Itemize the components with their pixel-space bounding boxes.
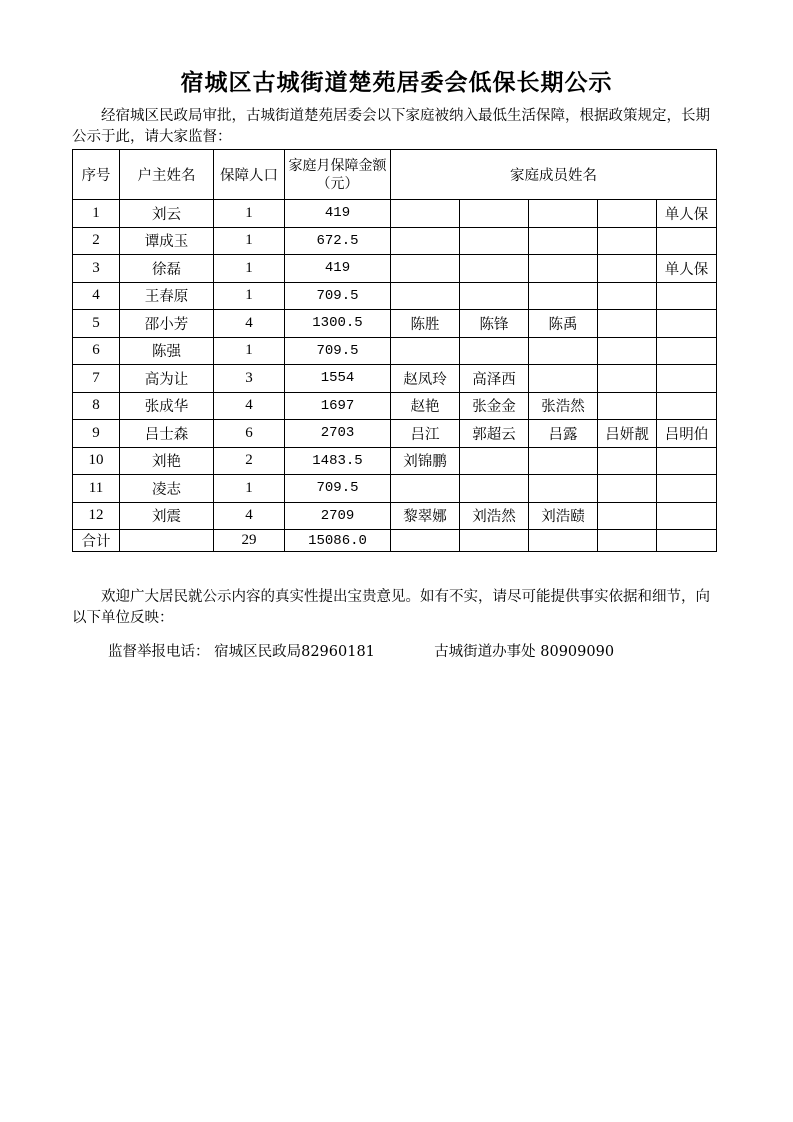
cell-family-member [657,447,717,475]
cell-family-member [657,475,717,503]
table-row [73,337,717,365]
total-member-cell [460,530,529,552]
cell-family-member [529,200,598,228]
cell-family-member: 张金金 [460,392,529,420]
cell-household-head: 徐磊 [120,255,214,283]
cell-household-head: 刘云 [120,200,214,228]
cell-covered-persons: 4 [214,392,285,420]
cell-monthly-amount: 709.5 [285,282,391,310]
cell-family-member [598,475,657,503]
total-member-cell [657,530,717,552]
cell-family-member [657,282,717,310]
cell-covered-persons: 1 [214,227,285,255]
cell-monthly-amount: 672.5 [285,227,391,255]
hotline-label: 监督举报电话： [108,644,210,660]
cell-seq: 6 [73,337,120,365]
table-row [73,447,717,475]
cell-family-member [460,475,529,503]
total-amount: 15086.0 [285,530,391,552]
cell-household-head: 谭成玉 [120,227,214,255]
total-member-cell [529,530,598,552]
header-covered-persons: 保障人口 [214,150,285,200]
cell-household-head: 凌志 [120,475,214,503]
hotline-street-office: 古城街道办事处 80909090 [434,644,615,660]
cell-family-member: 张浩然 [529,392,598,420]
cell-household-head: 邵小芳 [120,310,214,338]
cell-family-member: 陈锋 [460,310,529,338]
cell-family-member [598,227,657,255]
subsistence-allowance-table [72,149,717,552]
cell-seq: 12 [73,502,120,530]
cell-family-member: 陈禹 [529,310,598,338]
cell-seq: 1 [73,200,120,228]
cell-household-head: 王春原 [120,282,214,310]
hotline-civil-affairs: 宿城区民政局82960181 [214,644,375,660]
cell-family-member [598,200,657,228]
cell-family-member: 郭超云 [460,420,529,448]
cell-family-member: 赵凤玲 [391,365,460,393]
cell-seq: 11 [73,475,120,503]
cell-family-member [598,282,657,310]
cell-covered-persons: 2 [214,447,285,475]
cell-family-member [529,475,598,503]
cell-monthly-amount: 1554 [285,365,391,393]
cell-seq: 10 [73,447,120,475]
cell-family-member [391,475,460,503]
cell-family-member: 黎翠娜 [391,502,460,530]
cell-monthly-amount: 2709 [285,502,391,530]
cell-covered-persons: 1 [214,337,285,365]
table-row [73,502,717,530]
cell-family-member [598,365,657,393]
cell-family-member [529,447,598,475]
cell-covered-persons: 1 [214,282,285,310]
cell-seq: 4 [73,282,120,310]
cell-family-member: 赵艳 [391,392,460,420]
cell-seq: 2 [73,227,120,255]
intro-paragraph: 经宿城区民政局审批，古城街道楚苑居委会以下家庭被纳入最低生活保障，根据政策规定，长期公示于此，请大家监督： [72,108,710,145]
header-household-head: 户主姓名 [120,150,214,200]
cell-family-member: 刘锦鹏 [391,447,460,475]
cell-monthly-amount: 419 [285,200,391,228]
table-row [73,310,717,338]
cell-monthly-amount: 1300.5 [285,310,391,338]
table-row [73,200,717,228]
cell-family-member [460,447,529,475]
cell-seq: 8 [73,392,120,420]
total-member-cell [598,530,657,552]
table-row [73,282,717,310]
cell-family-member: 高泽西 [460,365,529,393]
table-row [73,420,717,448]
cell-family-member [391,255,460,283]
cell-family-member [391,227,460,255]
page-title: 宿城区古城街道楚苑居委会低保长期公示 [180,70,613,96]
cell-seq: 5 [73,310,120,338]
cell-family-member [529,255,598,283]
cell-family-member [529,227,598,255]
cell-covered-persons: 1 [214,200,285,228]
table-row [73,475,717,503]
cell-covered-persons: 6 [214,420,285,448]
cell-family-member [657,365,717,393]
cell-family-member [657,310,717,338]
cell-family-member [460,200,529,228]
cell-monthly-amount: 709.5 [285,337,391,365]
table-header-row [73,150,717,200]
cell-monthly-amount: 1483.5 [285,447,391,475]
cell-family-member [460,337,529,365]
cell-family-member [598,337,657,365]
hotline-line [108,640,614,661]
cell-seq: 7 [73,365,120,393]
table-row [73,227,717,255]
cell-monthly-amount: 1697 [285,392,391,420]
cell-family-member: 陈胜 [391,310,460,338]
cell-family-member: 吕妍靓 [598,420,657,448]
cell-family-member [460,255,529,283]
cell-seq: 9 [73,420,120,448]
cell-household-head: 刘震 [120,502,214,530]
total-row [73,530,717,552]
cell-family-member: 单人保 [657,200,717,228]
cell-family-member [598,255,657,283]
cell-family-member [657,392,717,420]
total-member-cell [391,530,460,552]
cell-family-member: 吕露 [529,420,598,448]
cell-monthly-amount: 709.5 [285,475,391,503]
table-row [73,365,717,393]
cell-family-member: 刘浩赜 [529,502,598,530]
cell-covered-persons: 4 [214,502,285,530]
cell-family-member [598,392,657,420]
cell-household-head: 张成华 [120,392,214,420]
cell-household-head: 高为让 [120,365,214,393]
cell-household-head: 陈强 [120,337,214,365]
cell-family-member [391,337,460,365]
cell-family-member [657,337,717,365]
cell-family-member [657,227,717,255]
cell-family-member [598,310,657,338]
total-label: 合计 [73,530,120,552]
cell-monthly-amount: 2703 [285,420,391,448]
total-count: 29 [214,530,285,552]
table-row [73,392,717,420]
cell-family-member: 吕明伯 [657,420,717,448]
cell-family-member: 刘浩然 [460,502,529,530]
cell-family-member [460,227,529,255]
cell-family-member: 吕江 [391,420,460,448]
cell-family-member [460,282,529,310]
header-monthly-amount: 家庭月保障金额（元） [285,150,391,200]
cell-monthly-amount: 419 [285,255,391,283]
cell-family-member [598,447,657,475]
cell-household-head: 刘艳 [120,447,214,475]
cell-family-member [391,200,460,228]
header-seq: 序号 [73,150,120,200]
total-head [120,530,214,552]
cell-family-member [529,365,598,393]
cell-family-member [529,337,598,365]
cell-covered-persons: 4 [214,310,285,338]
cell-seq: 3 [73,255,120,283]
cell-family-member: 单人保 [657,255,717,283]
table-row [73,255,717,283]
cell-family-member [657,502,717,530]
table-body [73,200,717,530]
closing-paragraph: 欢迎广大居民就公示内容的真实性提出宝贵意见。如有不实，请尽可能提供事实依据和细节，向以下单位反映： [72,589,710,626]
cell-household-head: 吕士森 [120,420,214,448]
cell-covered-persons: 1 [214,255,285,283]
header-family-members: 家庭成员姓名 [391,150,717,200]
cell-family-member [598,502,657,530]
cell-family-member [391,282,460,310]
cell-covered-persons: 1 [214,475,285,503]
cell-family-member [529,282,598,310]
cell-covered-persons: 3 [214,365,285,393]
